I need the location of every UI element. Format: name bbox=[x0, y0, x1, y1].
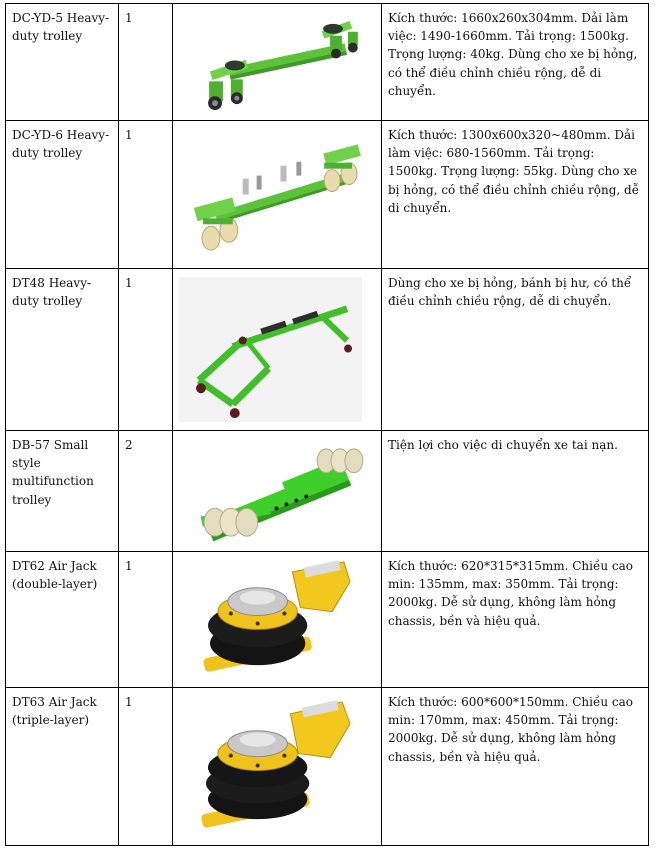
product-name: DT62 Air Jack (double-layer) bbox=[6, 552, 119, 688]
product-name: DC-YD-6 Heavy-duty trolley bbox=[6, 121, 119, 269]
product-image-cell bbox=[173, 688, 382, 846]
product-name: DT48 Heavy-duty trolley bbox=[6, 269, 119, 431]
green-roller-trolley-render-image bbox=[173, 431, 381, 551]
quantity: 2 bbox=[119, 431, 173, 552]
yellow-air-jack-double-image bbox=[173, 552, 381, 687]
product-description: Kích thước: 1300x600x320~480mm. Dải làm việc: 680-1560mm. Tải trọng: 1500kg. Trọng lượng: 55kg. Dùng cho xe bị hỏng, có thể điều chỉnh chiều rộng, dễ di chuyển. bbox=[382, 121, 649, 269]
product-name: DT63 Air Jack (triple-layer) bbox=[6, 688, 119, 846]
product-image-cell bbox=[173, 269, 382, 431]
product-name: DB-57 Small style multifunction trolley bbox=[6, 431, 119, 552]
product-description: Kích thước: 620*315*315mm. Chiều cao min: 135mm, max: 350mm. Tải trọng: 2000kg. Dễ sử dụng, không làm hỏng chassis, bền và hiệu quả. bbox=[382, 552, 649, 688]
green-heavy-duty-trolley-image bbox=[173, 4, 381, 120]
product-description: Kích thước: 600*600*150mm. Chiều cao min: 170mm, max: 450mm. Tải trọng: 2000kg. Dễ sử dụng, không làm hỏng chassis, bền và hiệu quả. bbox=[382, 688, 649, 846]
table-row bbox=[6, 688, 649, 846]
table-row bbox=[6, 121, 649, 269]
quantity: 1 bbox=[119, 4, 173, 121]
quantity: 1 bbox=[119, 121, 173, 269]
product-image-cell bbox=[173, 4, 382, 121]
product-image-cell bbox=[173, 121, 382, 269]
table-row bbox=[6, 269, 649, 431]
product-description: Tiện lợi cho việc di chuyển xe tai nạn. bbox=[382, 431, 649, 552]
quantity: 1 bbox=[119, 552, 173, 688]
yellow-air-jack-triple-image bbox=[173, 688, 381, 845]
product-name: DC-YD-5 Heavy-duty trolley bbox=[6, 4, 119, 121]
equipment-table bbox=[5, 3, 649, 846]
product-image-cell bbox=[173, 431, 382, 552]
green-frame-trolley-render-image bbox=[173, 269, 381, 430]
green-trolley-with-rollers-image bbox=[173, 121, 381, 268]
quantity: 1 bbox=[119, 269, 173, 431]
product-image-cell bbox=[173, 552, 382, 688]
table-row bbox=[6, 552, 649, 688]
table-row bbox=[6, 431, 649, 552]
table-row bbox=[6, 4, 649, 121]
product-description: Kích thước: 1660x260x304mm. Dải làm việc: 1490-1660mm. Tải trọng: 1500kg. Trọng lượng: 40kg. Dùng cho xe bị hỏng, có thể điều chỉnh chiều rộng, dễ di chuyển. bbox=[382, 4, 649, 121]
product-description: Dùng cho xe bị hỏng, bánh bị hư, có thể điều chỉnh chiều rộng, dễ di chuyển. bbox=[382, 269, 649, 431]
quantity: 1 bbox=[119, 688, 173, 846]
